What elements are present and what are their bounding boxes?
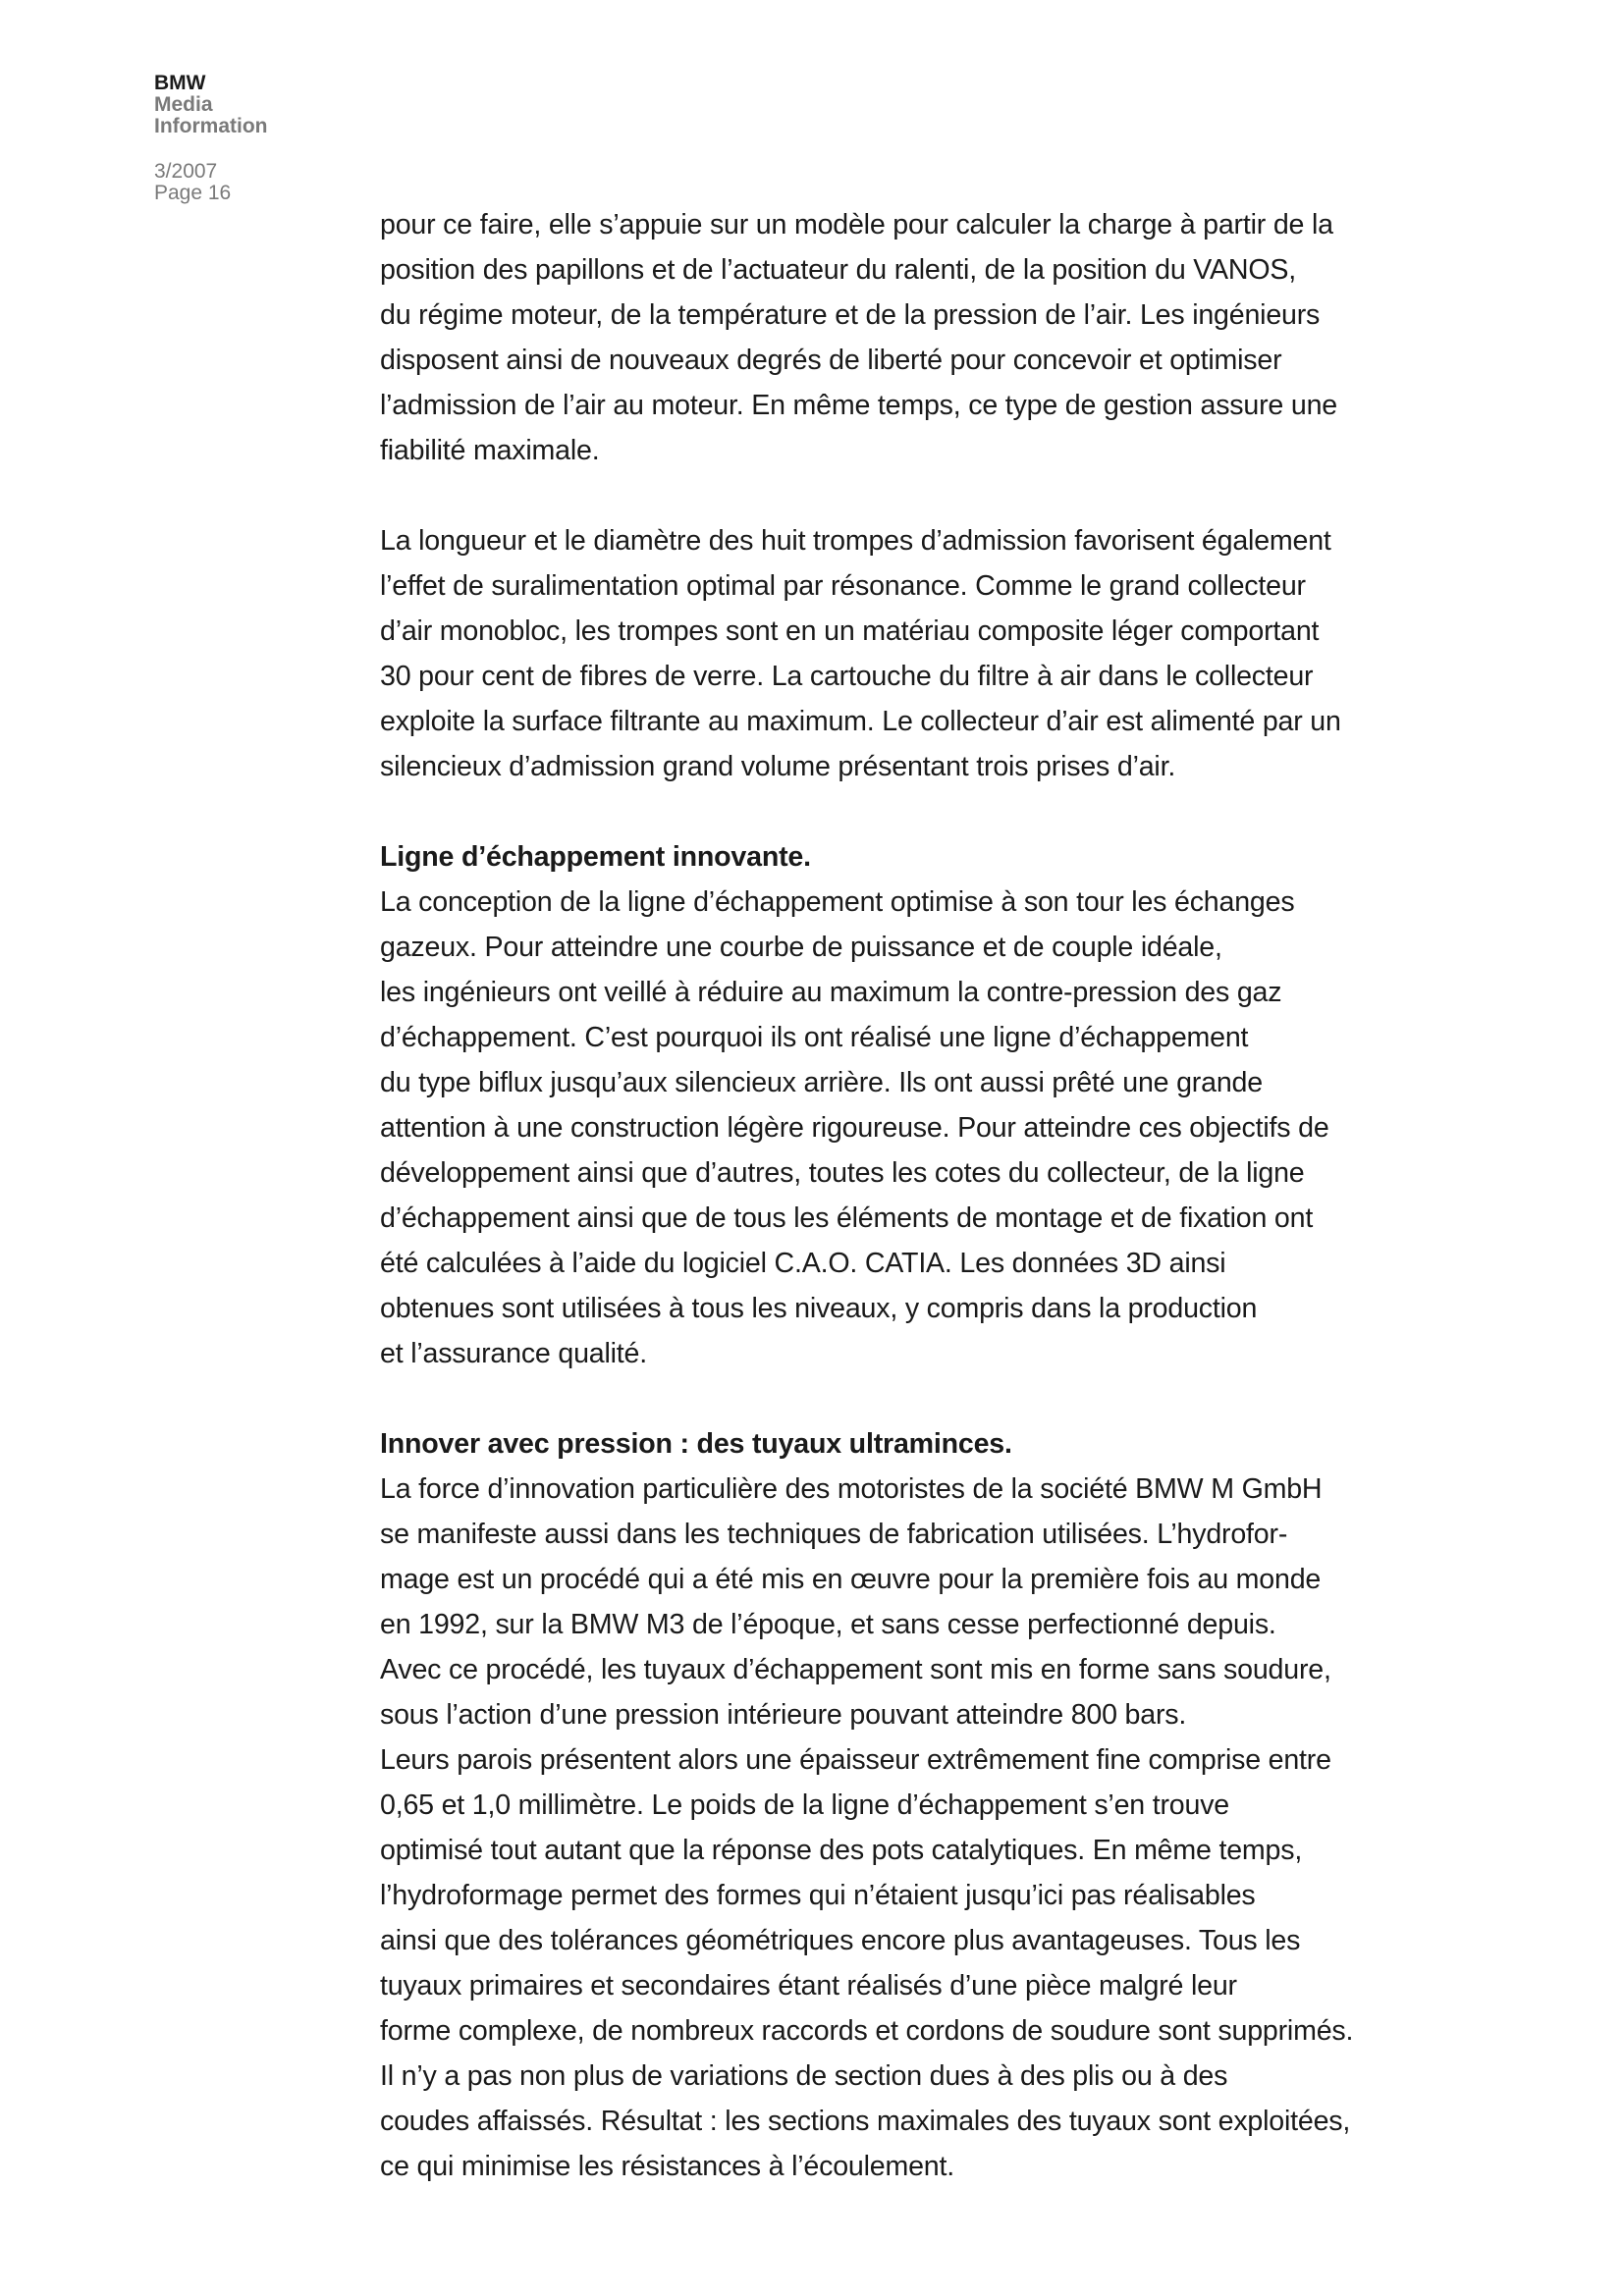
text-line: silencieux d’admission grand volume présentant trois prises d’air. [380,751,1176,782]
text-line: ainsi que des tolérances géométriques encore plus avantageuses. Tous les [380,1925,1301,1956]
text-line: du régime moteur, de la température et de la pression de l’air. Les ingénieurs [380,299,1321,331]
paragraph [380,518,1421,789]
paragraph [380,202,1421,473]
document-body [380,202,1421,2234]
text-line: optimisé tout autant que la réponse des pots catalytiques. En même temps, [380,1835,1303,1866]
text-line: d’échappement. C’est pourquoi ils ont réalisé une ligne d’échappement [380,1022,1249,1053]
section-heading: Innover avec pression : des tuyaux ultraminces. [380,1428,1012,1460]
text-line: disposent ainsi de nouveaux degrés de liberté pour concevoir et optimiser [380,345,1282,376]
text-line: gazeux. Pour atteindre une courbe de puissance et de couple idéale, [380,932,1222,963]
section [380,834,1421,1376]
text-line: La force d’innovation particulière des motoristes de la société BMW M GmbH [380,1473,1323,1505]
text-line: forme complexe, de nombreux raccords et cordons de soudure sont supprimés. [380,2015,1354,2047]
text-line: les ingénieurs ont veillé à réduire au maximum la contre-pression des gaz [380,977,1282,1008]
section-heading: Ligne d’échappement innovante. [380,841,811,873]
text-line: Avec ce procédé, les tuyaux d’échappement sont mis en forme sans soudure, [380,1654,1331,1685]
text-line: attention à une construction légère rigoureuse. Pour atteindre ces objectifs de [380,1112,1329,1144]
text-line: mage est un procédé qui a été mis en œuvre pour la première fois au monde [380,1564,1322,1595]
text-line: été calculées à l’aide du logiciel C.A.O. CATIA. Les données 3D ainsi [380,1248,1226,1279]
page-number: Page 16 [154,182,232,204]
document-header [154,73,351,204]
text-line: Il n’y a pas non plus de variations de section dues à des plis ou à des [380,2060,1228,2092]
section [380,1421,1421,2189]
text-line: l’effet de suralimentation optimal par résonance. Comme le grand collecteur [380,570,1306,602]
brand-subtitle-media: Media [154,93,213,116]
text-line: La longueur et le diamètre des huit trompes d’admission favorisent également [380,525,1331,557]
text-line: coudes affaissés. Résultat : les sections maximales des tuyaux sont exploitées, [380,2106,1351,2137]
text-line: d’air monobloc, les trompes sont en un matériau composite léger comportant [380,615,1320,647]
text-line: fiabilité maximale. [380,435,600,466]
brand-subtitle-information: Information [154,115,268,137]
text-line: l’admission de l’air au moteur. En même temps, ce type de gestion assure une [380,390,1337,421]
text-line: 0,65 et 1,0 millimètre. Le poids de la ligne d’échappement s’en trouve [380,1789,1229,1821]
text-line: du type biflux jusqu’aux silencieux arrière. Ils ont aussi prêté une grande [380,1067,1263,1098]
text-line: d’échappement ainsi que de tous les éléments de montage et de fixation ont [380,1202,1314,1234]
text-line: La conception de la ligne d’échappement optimise à son tour les échanges [380,886,1295,918]
brand-name: BMW [154,72,206,94]
text-line: ce qui minimise les résistances à l’écoulement. [380,2151,954,2182]
text-line: tuyaux primaires et secondaires étant réalisés d’une pièce malgré leur [380,1970,1237,2002]
text-line: pour ce faire, elle s’appuie sur un modèle pour calculer la charge à partir de la [380,209,1333,240]
text-line: exploite la surface filtrante au maximum. Le collecteur d’air est alimenté par un [380,706,1341,737]
text-line: position des papillons et de l’actuateur du ralenti, de la position du VANOS, [380,254,1297,286]
text-line: développement ainsi que d’autres, toutes les cotes du collecteur, de la ligne [380,1157,1305,1189]
text-line: 30 pour cent de fibres de verre. La cartouche du filtre à air dans le collecteur [380,661,1314,692]
text-line: en 1992, sur la BMW M3 de l’époque, et sans cesse perfectionné depuis. [380,1609,1276,1640]
text-line: se manifeste aussi dans les techniques de fabrication utilisées. L’hydrofor- [380,1519,1288,1550]
text-line: l’hydroformage permet des formes qui n’étaient jusqu’ici pas réalisables [380,1880,1256,1911]
document-date: 3/2007 [154,160,218,183]
text-line: obtenues sont utilisées à tous les niveaux, y compris dans la production [380,1293,1258,1324]
text-line: et l’assurance qualité. [380,1338,647,1369]
text-line: Leurs parois présentent alors une épaisseur extrêmement fine comprise entre [380,1744,1331,1776]
text-line: sous l’action d’une pression intérieure pouvant atteindre 800 bars. [380,1699,1187,1731]
